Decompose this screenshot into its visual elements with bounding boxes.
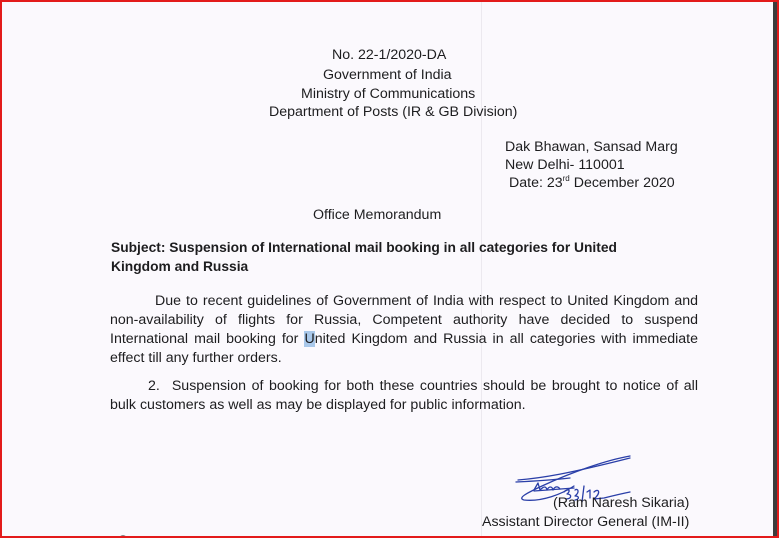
- office-memorandum-page: [2, 2, 777, 536]
- department-name: Department of Posts (IR & GB Division): [269, 104, 518, 120]
- reference-number: No. 22-1/2020-DA: [332, 47, 447, 63]
- paragraph-number: 2.: [148, 378, 160, 394]
- date-ordinal-suffix: rd: [562, 174, 570, 183]
- paragraph-1-text-end: nited Kingdom and Russia in all categories with immediate effect till any further orders.: [110, 331, 699, 366]
- signatory-name: (Ram Naresh Sikaria): [553, 495, 690, 511]
- text-selection-highlight[interactable]: U: [304, 331, 315, 347]
- address-line-1: Dak Bhawan, Sansad Marg: [505, 139, 678, 155]
- address-line-2: New Delhi- 110001: [505, 157, 625, 173]
- government-name: Government of India: [323, 67, 452, 83]
- sender-address: [505, 138, 678, 192]
- cropped-text-fragment: [117, 534, 157, 538]
- paragraph-2-text: Suspension of booking for both these countries should be brought to notice of all bulk customers as well as may be displayed for public information.: [110, 378, 698, 413]
- ministry-name: Ministry of Communications: [301, 86, 476, 102]
- signatory-designation: Assistant Director General (IM-II): [482, 514, 690, 530]
- memo-type-heading: Office Memorandum: [313, 207, 442, 223]
- paragraph-1: [110, 292, 698, 368]
- paragraph-1-text-start: Due to recent guidelines of Government of India with respect to United Kingdom and non-availability of flights for Russia, Competent authority have decided to suspend International mail booking for: [110, 293, 698, 347]
- paragraph-2: [110, 377, 698, 415]
- date-day: Date: 23: [509, 175, 563, 191]
- viewer-edge-strip: [773, 2, 777, 536]
- memo-subject: Subject: Suspension of International mail booking in all categories for United Kingdom and Russia: [111, 240, 617, 274]
- memo-date: [509, 174, 678, 192]
- date-month-year: December 2020: [569, 175, 675, 191]
